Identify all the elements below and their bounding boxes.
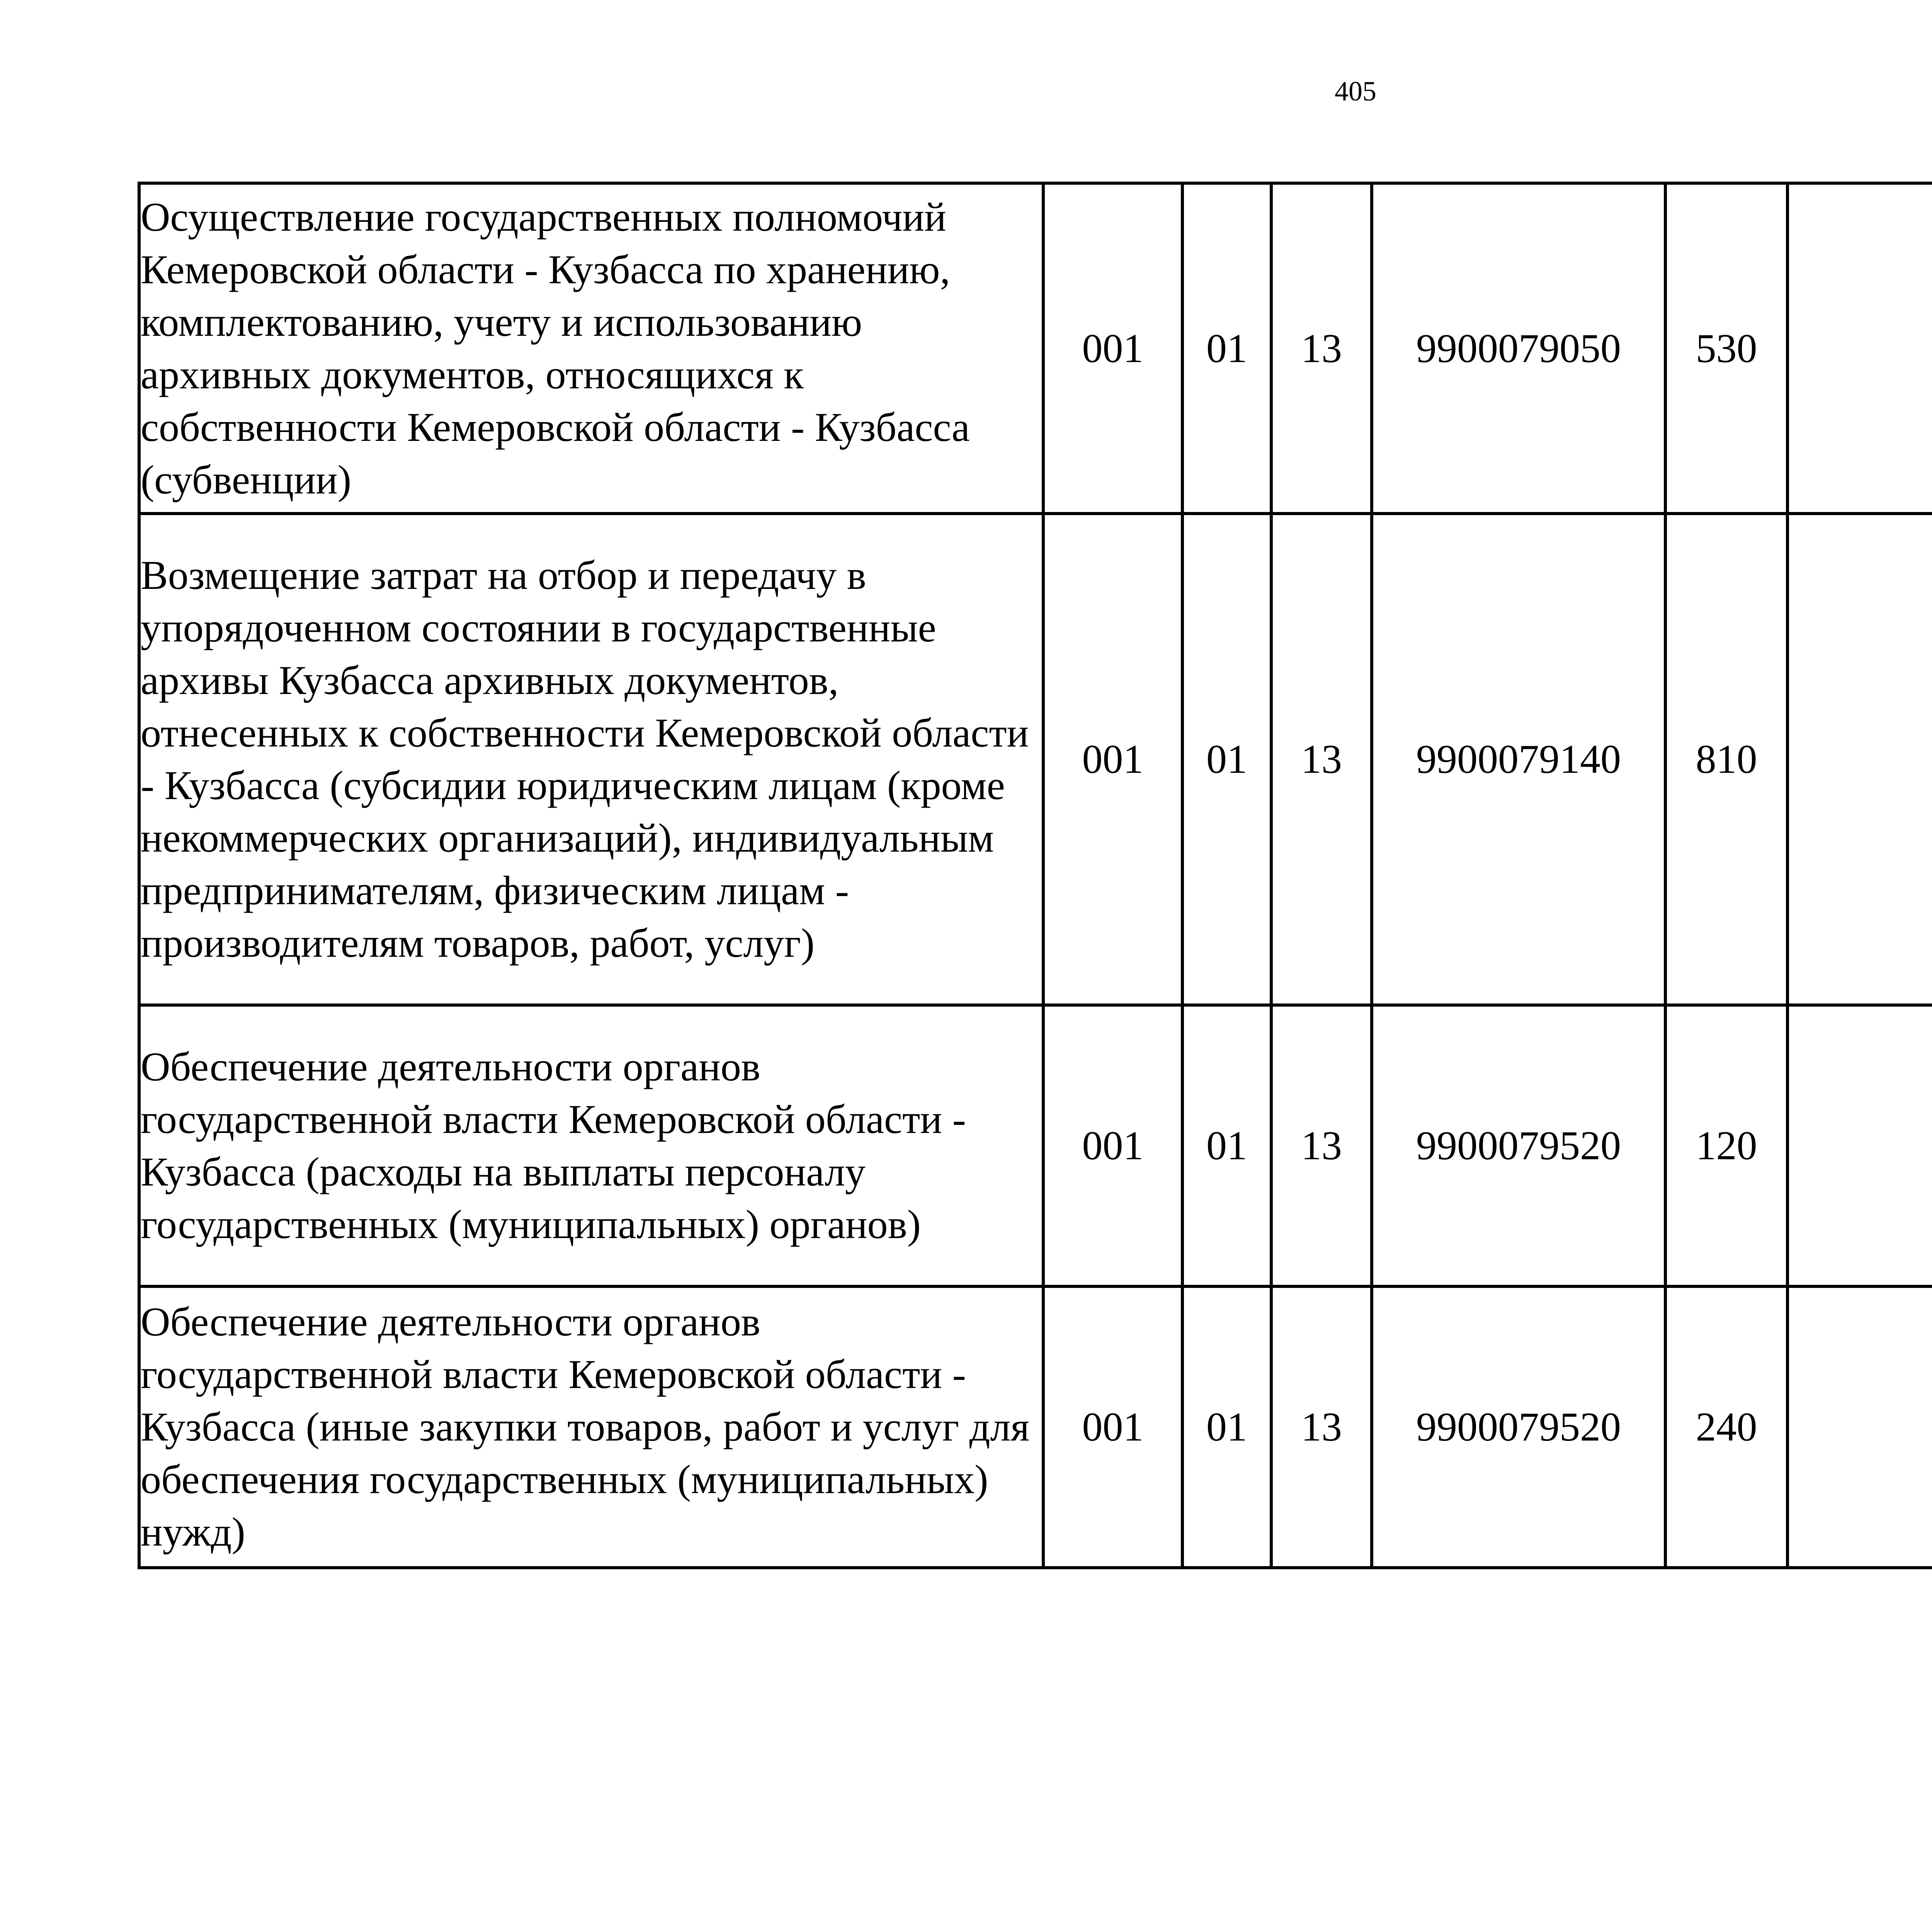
section-code: 01 — [1182, 514, 1271, 1005]
ministry-code: 001 — [1043, 514, 1182, 1005]
expense-type-code: 120 — [1665, 1005, 1787, 1286]
subsection-code: 13 — [1271, 183, 1372, 514]
expense-type-code: 530 — [1665, 183, 1787, 514]
table-row — [139, 514, 1932, 1005]
target-article-code: 9900079140 — [1372, 514, 1665, 1005]
target-article-code: 9900079520 — [1372, 1005, 1665, 1286]
page-number: 405 — [1335, 76, 1376, 107]
row-description: Обеспечение деятельности органов государственной власти Кемеровской области - Кузбасса (расходы на выплаты персоналу государственных (муниципальных) органов) — [139, 1005, 1043, 1286]
expense-type-code: 240 — [1665, 1286, 1787, 1568]
amount-1 — [1787, 183, 1932, 514]
ministry-code: 001 — [1043, 1286, 1182, 1568]
table-row — [139, 1005, 1932, 1286]
subsection-code: 13 — [1271, 1286, 1372, 1568]
amount-1 — [1787, 1286, 1932, 1568]
section-code: 01 — [1182, 1005, 1271, 1286]
table-row — [139, 1286, 1932, 1568]
amount-1 — [1787, 1005, 1932, 1286]
target-article-code: 9900079050 — [1372, 183, 1665, 514]
row-description: Возмещение затрат на отбор и передачу в упорядоченном состоянии в государственные архивы Кузбасса архивных документов, отнесенных к собственности Кемеровской области - Кузбасса (субсидии юридическим лицам (кроме некоммерческих организаций), индивидуальным предпринимателям, физическим лицам - производителям товаров, работ, услуг) — [139, 514, 1043, 1005]
subsection-code: 13 — [1271, 514, 1372, 1005]
row-description: Обеспечение деятельности органов государственной власти Кемеровской области - Кузбасса (иные закупки товаров, работ и услуг для обеспечения государственных (муниципальных) нужд) — [139, 1286, 1043, 1568]
section-code: 01 — [1182, 183, 1271, 514]
budget-table — [138, 182, 1932, 1569]
amount-1 — [1787, 514, 1932, 1005]
subsection-code: 13 — [1271, 1005, 1372, 1286]
expense-type-code: 810 — [1665, 514, 1787, 1005]
row-description: Осуществление государственных полномочий Кемеровской области - Кузбасса по хранению, комплектованию, учету и использованию архивных документов, относящихся к собственности Кемеровской области - Кузбасса (субвенции) — [139, 183, 1043, 514]
section-code: 01 — [1182, 1286, 1271, 1568]
ministry-code: 001 — [1043, 183, 1182, 514]
table-row — [139, 183, 1932, 514]
ministry-code: 001 — [1043, 1005, 1182, 1286]
target-article-code: 9900079520 — [1372, 1286, 1665, 1568]
